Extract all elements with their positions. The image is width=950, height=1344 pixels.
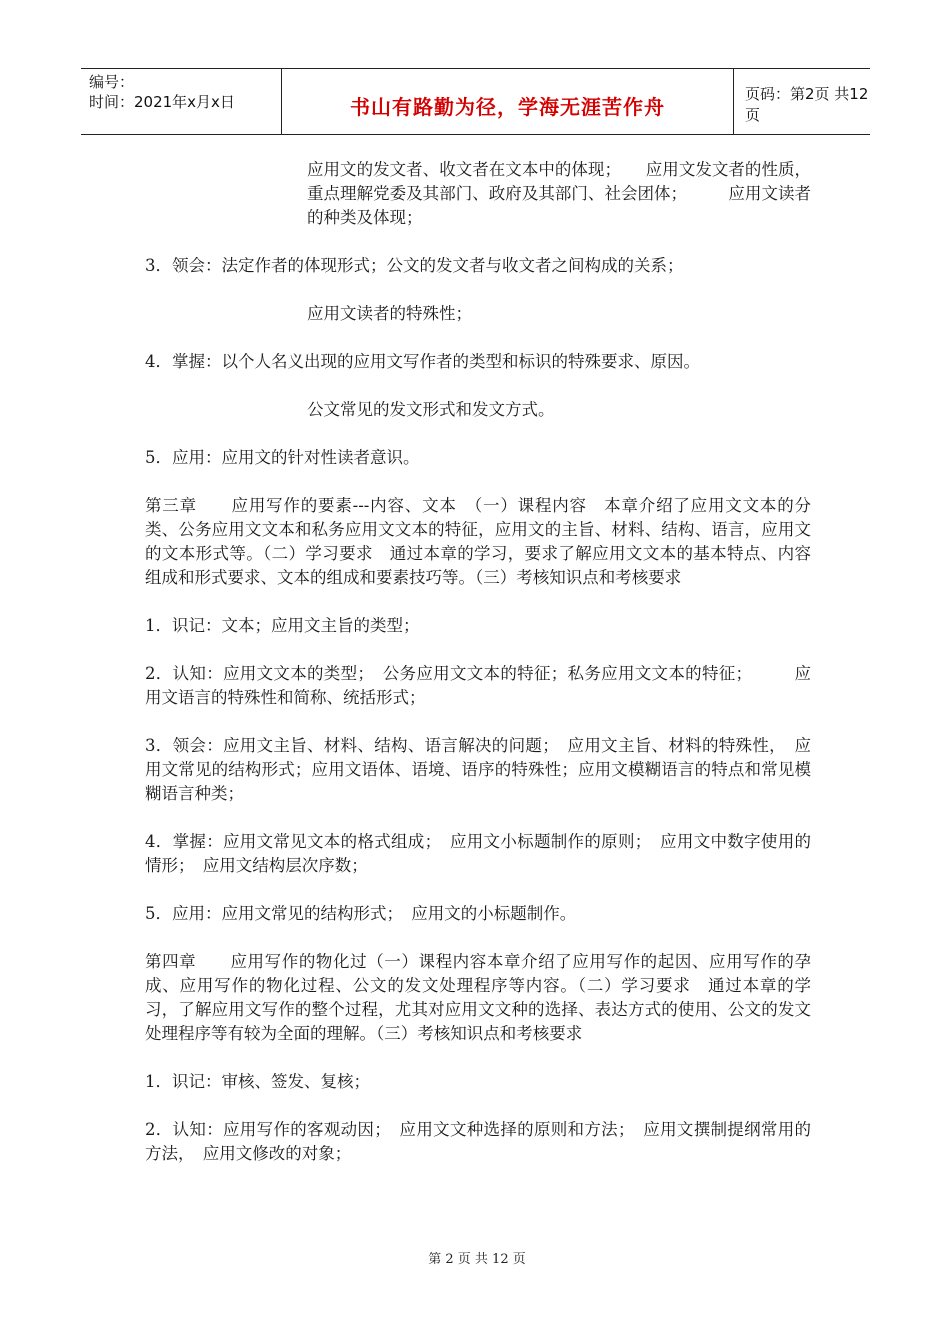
paragraph: 1．识记：文本；应用文主旨的类型； <box>145 616 420 635</box>
paragraph: 2．认知：应用文文本的类型； 公务应用文文本的特征；私务应用文文本的特征； 应用文语言的特殊性和简称、统括形式； <box>145 664 811 707</box>
paragraph: 公文常见的发文形式和发文方式。 <box>307 400 555 419</box>
document-body <box>145 158 811 1190</box>
header-motto-cell <box>282 69 734 134</box>
paragraph: 4．掌握：以个人名义出现的应用文写作者的类型和标识的特殊要求、原因。 <box>145 352 700 371</box>
header-page-cell <box>734 69 870 134</box>
page-header <box>81 68 870 135</box>
paragraph: 1．识记：审核、签发、复核； <box>145 1072 370 1091</box>
paragraph: 第四章 应用写作的物化过（一）课程内容本章介绍了应用写作的起因、应用写作的孕成、应用写作的物化过程、公文的发文处理程序等内容。（二）学习要求 通过本章的学习，了解应用文写作的整个过程，尤其对应用文文种的选择、表达方式的使用、公文的发文处理程序等有较为全面的理解。（三）考核知识点和考核要求 <box>145 952 811 1043</box>
paragraph: 3．领会：法定作者的体现形式；公文的发文者与收文者之间构成的关系； <box>145 256 684 275</box>
paragraph: 5．应用：应用文的针对性读者意识。 <box>145 448 420 467</box>
paragraph: 第三章 应用写作的要素---内容、文本 （一）课程内容 本章介绍了应用文文本的分类、公务应用文文本和私务应用文文本的特征，应用文的主旨、材料、结构、语言，应用文的文本形式等。（二）学习要求 通过本章的学习，要求了解应用文文本的基本特点、内容组成和形式要求、文本的组成和要素技巧等。（三）考核知识点和考核要求 <box>145 496 811 587</box>
paragraph: 2．认知：应用写作的客观动因； 应用文文种选择的原则和方法； 应用文撰制提纲常用的方法， 应用文修改的对象； <box>145 1120 811 1163</box>
header-meta <box>81 69 282 134</box>
serial-label: 编号： <box>89 73 135 91</box>
page-label: 页码：第2页 共12页 <box>745 84 869 124</box>
motto: 书山有路勤为径，学海无涯苦作舟 <box>350 95 665 119</box>
paragraph: 4．掌握：应用文常见文本的格式组成； 应用文小标题制作的原则； 应用文中数字使用的情形； 应用文结构层次序数； <box>145 832 811 875</box>
page-footer <box>0 1248 950 1267</box>
date-label: 时间：2021年x月x日 <box>89 93 235 111</box>
footer-page-number: 第 2 页 共 12 页 <box>428 1252 526 1267</box>
paragraph: 5．应用：应用文常见的结构形式； 应用文的小标题制作。 <box>145 904 577 923</box>
paragraph: 应用文读者的特殊性； <box>307 304 472 323</box>
paragraph: 3．领会：应用文主旨、材料、结构、语言解决的问题； 应用文主旨、材料的特殊性， 应用文常见的结构形式；应用文语体、语境、语序的特殊性；应用文模糊语言的特点和常见模糊语言种类； <box>145 736 811 803</box>
paragraph: 应用文的发文者、收文者在文本中的体现； 应用文发文者的性质，重点理解党委及其部门、政府及其部门、社会团体； 应用文读者的种类及体现； <box>307 160 811 227</box>
